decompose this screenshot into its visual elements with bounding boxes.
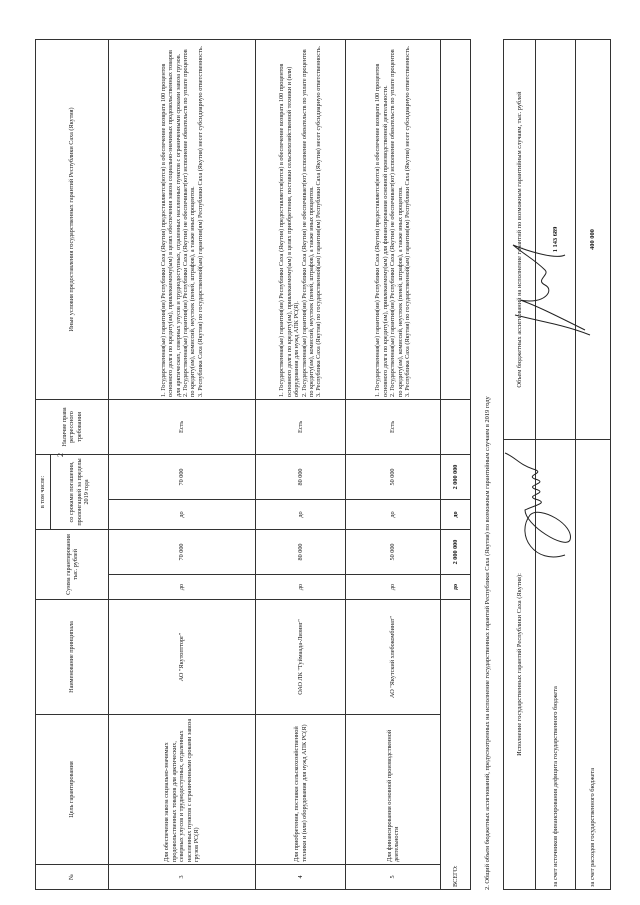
signature-2 xyxy=(505,235,600,345)
page-number: 2 xyxy=(56,453,65,457)
total-empty xyxy=(441,399,471,454)
signature-1 xyxy=(495,445,595,565)
row-amount: 50 000 xyxy=(346,529,441,574)
row-purpose: Для обеспечения завоза социально-значимых продовольственных товаров для арктических, северных улусов и труднодоступных, отдаленных населенных пунктов с ограниченными сроками завоза грузов РС(Я) xyxy=(109,715,256,865)
total-empty xyxy=(441,39,471,399)
row-prolong-prefix: до xyxy=(256,499,346,529)
row-amount: 70 000 xyxy=(109,529,256,574)
row-purpose: Для приобретения, поставки сельскохозяйственной техники и (или) оборудования для нужд АПК РС(Я) xyxy=(256,715,346,865)
header-execution: Исполнение государственных гарантий Республики Саха (Якутия): xyxy=(504,440,536,890)
row-amount: 80 000 xyxy=(256,529,346,574)
header-recourse: Наличие права регрессного требования xyxy=(36,399,109,454)
row-prolong: 70 000 xyxy=(109,454,256,499)
condition-3: 3. Республика Саха (Якутия) по государственной(ым) гарантии(ям) Республики Саха (Якутия) несет субсидиарную ответственность. xyxy=(196,45,204,397)
row-conditions xyxy=(109,39,256,399)
row-prolong-prefix: до xyxy=(346,499,441,529)
header-principal: Наименование принципала xyxy=(36,600,109,715)
total-prolong: 2 000 000 xyxy=(441,454,471,499)
section-2-title: 2. Общий объем бюджетных ассигнований, предусмотренных на исполнение государственных гарантий Республики Саха (Якутия) по возможным гарантийным случаям в 2019 году xyxy=(484,396,491,890)
total-amount: 2 000 000 xyxy=(441,529,471,574)
row-recourse: Есть xyxy=(256,399,346,454)
row-value: 400 000 xyxy=(576,40,611,440)
row-num: 4 xyxy=(256,865,346,890)
row-label: за счет источников финансирования дефицита государственного бюджета xyxy=(536,440,576,890)
row-prolong: 80 000 xyxy=(256,454,346,499)
row-principal: АО "Якутский хлебокомбинат" xyxy=(346,600,441,715)
header-volume: Объем бюджетных ассигнований на исполнение гарантий по возможным гарантийным случаям, тыс. рублей xyxy=(504,40,536,440)
condition-1: 1. Государственная(ые) гарантия(ии) Республики Саха (Якутия) предоставляется(ются) в обеспечение возврата 100 процентов основного долга по кредиту(ам), привлекаемому(ым) в целях приобретения, поставки сельскохозяйственной техники и (или) оборудования для нужд АПК РС(Я). xyxy=(278,63,301,397)
total-row xyxy=(441,39,471,889)
row-label: за счет расходов государственного бюджета xyxy=(576,440,611,890)
table-row xyxy=(346,39,441,889)
row-num: 5 xyxy=(346,865,441,890)
row-principal: АО "Якутоптторг" xyxy=(109,600,256,715)
guarantees-table xyxy=(35,39,471,890)
row-amount-prefix: до xyxy=(109,575,256,600)
condition-3: 3. Республика Саха (Якутия) по государственной(ым) гарантии(ям) Республики Саха (Якутия) несет субсидиарную ответственность. xyxy=(315,45,323,397)
table-row xyxy=(109,39,256,889)
row-recourse: Есть xyxy=(346,399,441,454)
condition-1: 1. Государственная(ые) гарантия(ии) Республики Саха (Якутия) предоставляется(ются) в обеспечение возврата 100 процентов основного долга по кредиту(ам), привлекаемому(ым) для финансирования основной производственной деятельности. xyxy=(374,63,389,397)
row-prolong-prefix: до xyxy=(109,499,256,529)
row-recourse: Есть xyxy=(109,399,256,454)
total-label: ВСЕГО: xyxy=(441,600,471,890)
condition-1: 1. Государственная(ые) гарантия(ии) Республики Саха (Якутия) предоставляется(ются) в обеспечение возврата 100 процентов основного долга по кредиту(ам), привлекаемому(ым) в целях обеспечения завоза социально-значимых продовольственных товаров для арктических, северных улусов и труднодоступных, отдаленных населенных пунктов с ограниченными сроками завоза грузов. xyxy=(159,50,182,397)
row-num: 3 xyxy=(109,865,256,890)
row-purpose: Для финансирования основной производственной деятельности xyxy=(346,715,441,865)
row-principal: ОАО ЛК "Туймаада-Лизинг" xyxy=(256,600,346,715)
header-including: в том числе: xyxy=(36,454,51,529)
header-purpose: Цель гарантирования xyxy=(36,715,109,865)
condition-2: 2. Государственная(ые) гарантия(ии) Республики Саха (Якутия) не обеспечивает(ют) исполнение обязательств по уплате процентов по кредиту(ам), комиссий, неустоек (пеней, штрафов), а также иных процентов. xyxy=(182,49,197,397)
row-prolong: 50 000 xyxy=(346,454,441,499)
condition-3: 3. Республика Саха (Якутия) по государственной(ым) гарантии(ям) Республики Саха (Якутия) несет субсидиарную ответственность. xyxy=(404,45,412,397)
row-amount-prefix: до xyxy=(346,575,441,600)
row-amount-prefix: до xyxy=(256,575,346,600)
total-amount-prefix: до xyxy=(441,575,471,600)
header-conditions: Иные условия предоставления государственных гарантий Республики Саха (Якутия) xyxy=(36,39,109,399)
row-value: 1 143 689 xyxy=(536,40,576,440)
header-amount: Сумма гарантирования тыс. рублей xyxy=(36,529,109,599)
total-prolong-prefix: до xyxy=(441,499,471,529)
row-conditions xyxy=(256,39,346,399)
condition-2: 2. Государственная(ые) гарантия(ии) Республики Саха (Якутия) не обеспечивает(ют) исполнение обязательств по уплате процентов по кредиту(ам), комиссий, неустоек (пеней, штрафов), а также иных процентов. xyxy=(389,49,404,397)
row-conditions xyxy=(346,39,441,399)
table-row xyxy=(256,39,346,889)
condition-2: 2. Государственная(ые) гарантия(ии) Республики Саха (Якутия) не обеспечивает(ют) исполнение обязательств по уплате процентов по кредиту(ам), комиссий, неустоек (пеней, штрафов), а также иных процентов. xyxy=(300,49,315,397)
header-num: № xyxy=(36,865,109,890)
header-prolongation: со сроками погашения, пролонгацией за пределы 2019 года xyxy=(51,454,109,529)
